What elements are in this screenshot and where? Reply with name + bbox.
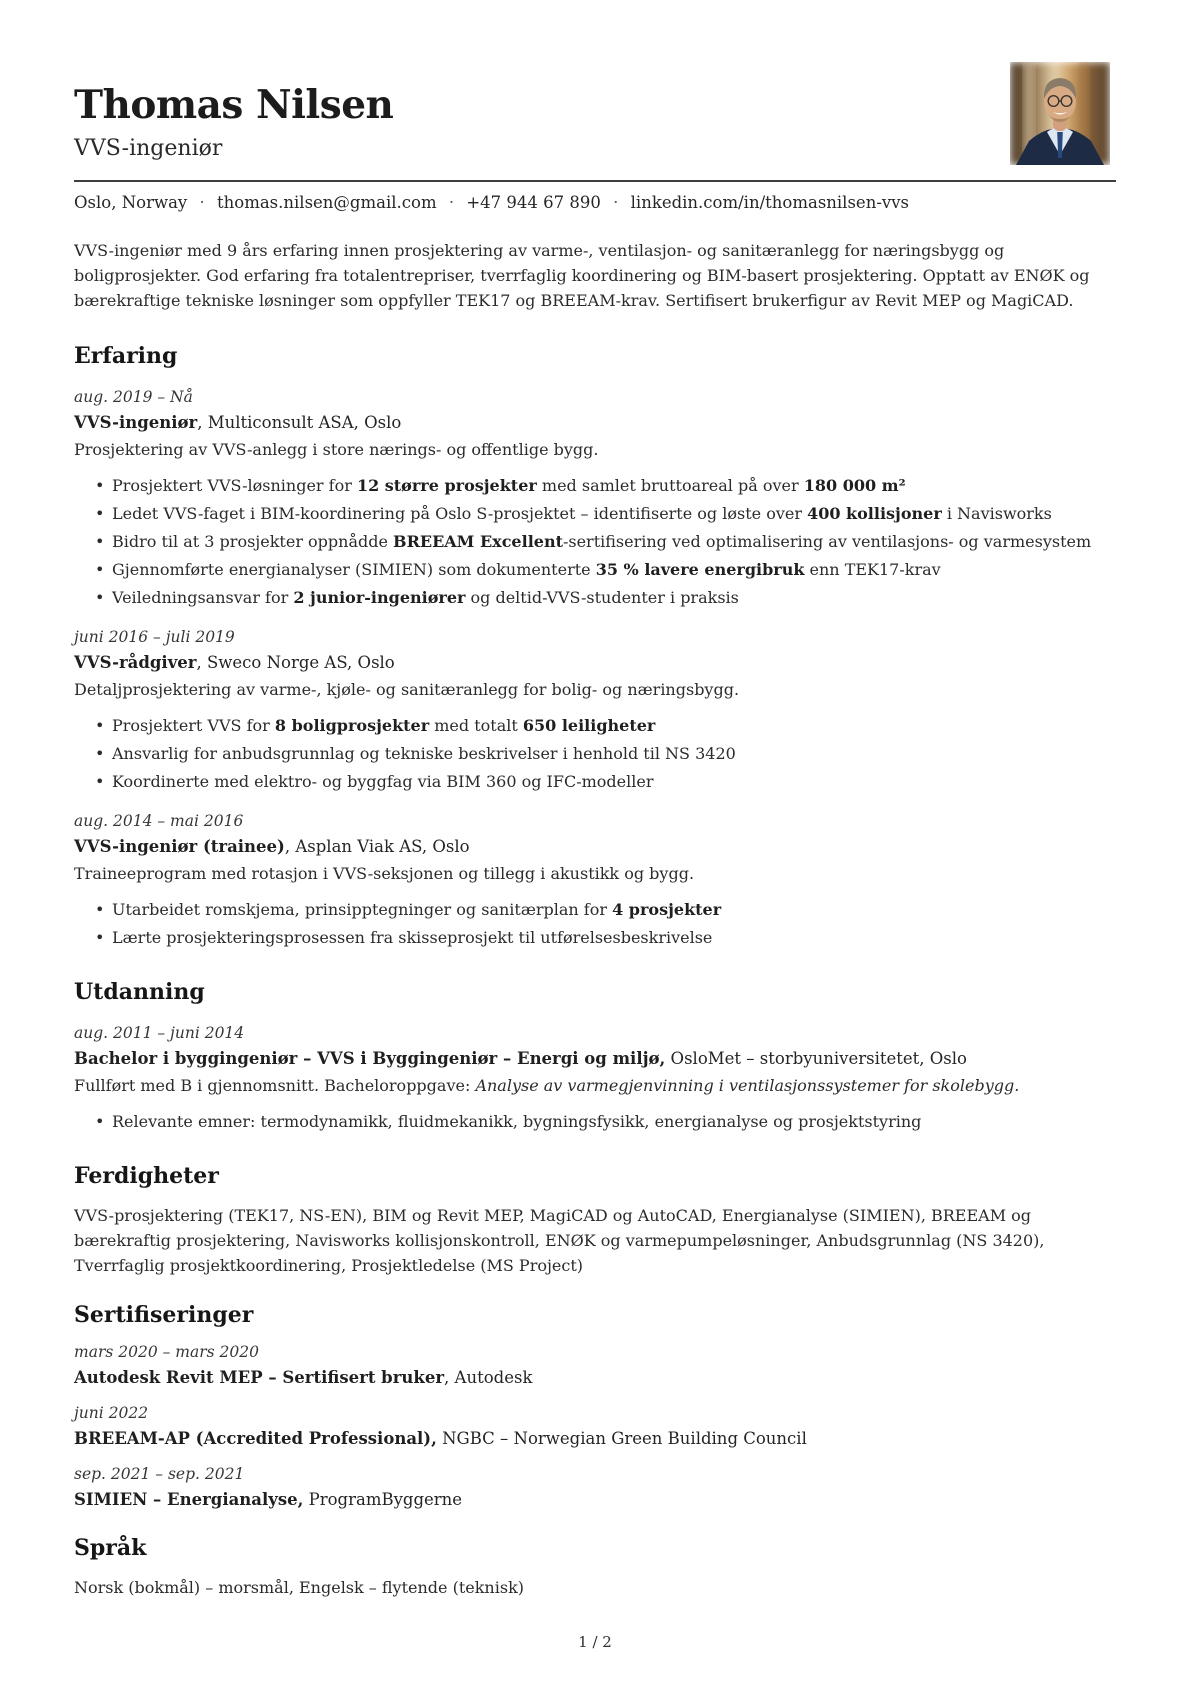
text-segment: enn TEK17-krav xyxy=(804,560,941,579)
text-segment: , Multiconsult ASA, Oslo xyxy=(197,413,402,432)
bullet-item xyxy=(112,559,1116,581)
text-segment: 180 000 m² xyxy=(803,476,906,495)
text-segment: med samlet bruttoareal på over xyxy=(536,476,804,495)
job-entry xyxy=(74,811,1116,949)
job-dates: juni 2016 – juli 2019 xyxy=(74,628,235,646)
job-dates: aug. 2019 – Nå xyxy=(74,388,193,406)
education-entry xyxy=(74,1023,1116,1133)
text-segment: i Navisworks xyxy=(941,504,1052,523)
bullet-item xyxy=(112,475,1116,497)
bullet-list xyxy=(74,899,1116,949)
certification-title xyxy=(74,1489,1116,1511)
job-title xyxy=(74,652,1116,674)
languages-paragraph: Norsk (bokmål) – morsmål, Engelsk – flytende (teknisk) xyxy=(74,1578,524,1597)
bullet-item xyxy=(112,771,1116,793)
text-segment: Bidro til at 3 prosjekter oppnådde xyxy=(112,532,394,551)
text-segment: Bachelor i byggingeniør – VVS i Byggingeniør – Energi og miljø, xyxy=(74,1049,666,1068)
text-segment: OsloMet – storbyuniversitetet, Oslo xyxy=(665,1049,967,1068)
job-description: Detaljprosjektering av varme-, kjøle- og sanitæranlegg for bolig- og næringsbygg. xyxy=(74,680,740,699)
text-segment: Fullført med B i gjennomsnitt. Bacheloroppgave: xyxy=(74,1076,476,1095)
bullet-list xyxy=(74,475,1116,609)
text-segment: NGBC – Norwegian Green Building Council xyxy=(436,1429,807,1448)
bullet-list xyxy=(74,1111,1116,1133)
text-segment: Autodesk Revit MEP – Sertifisert bruker xyxy=(74,1368,445,1387)
text-segment: Lærte prosjekteringsprosessen fra skisseprosjekt til utførelsesbeskrivelse xyxy=(112,928,713,947)
contact-email: thomas.nilsen@gmail.com xyxy=(217,193,437,212)
bullet-item xyxy=(112,531,1116,553)
text-segment: -sertifisering ved optimalisering av ventilasjons- og varmesystem xyxy=(562,532,1092,551)
skills-paragraph: VVS-prosjektering (TEK17, NS-EN), BIM og Revit MEP, MagiCAD og AutoCAD, Energianalyse (SIMIEN), BREEAM og bærekraftig prosjektering, Navisworks kollisjonskontroll, ENØK og varmepumpeløsninger, Anbudsgrunnlag (NS 3420), Tverrfaglig prosjektkoordinering, Prosjektledelse (MS Project) xyxy=(74,1206,1045,1275)
bullet-item xyxy=(112,899,1116,921)
section-certifications xyxy=(74,1302,1116,1511)
bullet-list xyxy=(74,715,1116,793)
text-segment: Ledet VVS-faget i BIM-koordinering på Oslo S-prosjektet – identifiserte og løste over xyxy=(112,504,808,523)
contact-phone: +47 944 67 890 xyxy=(466,193,601,212)
contact-location: Oslo, Norway xyxy=(74,193,188,212)
text-segment: Relevante emner: termodynamikk, fluidmekanikk, bygningsfysikk, energianalyse og prosjektstyring xyxy=(112,1112,922,1131)
job-entry xyxy=(74,387,1116,609)
text-segment: 4 prosjekter xyxy=(612,900,722,919)
text-segment: 400 kollisjoner xyxy=(807,504,942,523)
section-education xyxy=(74,979,1116,1133)
text-segment: med totalt xyxy=(429,716,523,735)
job-dates: aug. 2014 – mai 2016 xyxy=(74,812,244,830)
text-segment: Ansvarlig for anbudsgrunnlag og tekniske beskrivelser i henhold til NS 3420 xyxy=(112,744,736,763)
dot-separator: · xyxy=(448,193,455,212)
section-heading-skills: Ferdigheter xyxy=(74,1163,219,1189)
text-segment: 8 boligprosjekter xyxy=(274,716,430,735)
text-segment: Gjennomførte energianalyser (SIMIEN) som dokumenterte xyxy=(112,560,596,579)
text-segment: 2 junior-ingeniører xyxy=(293,588,466,607)
text-segment: Koordinerte med elektro- og byggfag via BIM 360 og IFC-modeller xyxy=(112,772,654,791)
text-segment: , Asplan Viak AS, Oslo xyxy=(284,837,470,856)
dot-separator: · xyxy=(613,193,619,212)
section-heading-certifications: Sertifiseringer xyxy=(74,1302,254,1328)
profile-photo xyxy=(1010,62,1110,165)
section-skills xyxy=(74,1163,1116,1278)
bullet-item xyxy=(112,1111,1116,1133)
header-divider xyxy=(74,180,1116,182)
job-entry xyxy=(74,627,1116,793)
bullet-item xyxy=(112,743,1116,765)
bullet-item xyxy=(112,927,1116,949)
section-languages xyxy=(74,1535,1116,1600)
certification-dates: mars 2020 – mars 2020 xyxy=(74,1343,259,1361)
text-segment: , Sweco Norge AS, Oslo xyxy=(196,653,395,672)
section-heading-experience: Erfaring xyxy=(74,343,178,369)
person-name: Thomas Nilsen xyxy=(74,82,394,128)
job-title xyxy=(74,836,1116,858)
text-segment: VVS-ingeniør (trainee) xyxy=(74,837,285,856)
text-segment: Prosjektert VVS-løsninger for xyxy=(112,476,357,495)
text-segment: Prosjektert VVS for xyxy=(112,716,275,735)
bullet-item xyxy=(112,715,1116,737)
text-segment: ProgramByggerne xyxy=(303,1490,463,1509)
page-footer xyxy=(0,1632,1190,1652)
job-title xyxy=(74,412,1116,434)
summary-paragraph: VVS-ingeniør med 9 års erfaring innen prosjektering av varme-, ventilasjon- og sanitæranlegg for næringsbygg og boligprosjekter. God erfaring fra totalentrepriser, tverrfaglig koordinering og BIM-basert prosjektering. Opptatt av ENØK og bærekraftige tekniske løsninger som oppfyller TEK17 og BREEAM-krav. Sertifisert brukerfigur av Revit MEP og MagiCAD. xyxy=(74,241,1090,310)
dot-separator: · xyxy=(199,193,205,212)
section-heading-languages: Språk xyxy=(74,1535,147,1561)
education-dates: aug. 2011 – juni 2014 xyxy=(74,1024,245,1042)
certification-entry xyxy=(74,1342,1116,1389)
text-segment: 650 leiligheter xyxy=(522,716,656,735)
job-description: Prosjektering av VVS-anlegg i store nærings- og offentlige bygg. xyxy=(74,440,599,459)
text-segment: , Autodesk xyxy=(444,1368,533,1387)
job-description: Traineeprogram med rotasjon i VVS-seksjonen og tillegg i akustikk og bygg. xyxy=(74,864,695,883)
text-segment: BREEAM-AP (Accredited Professional), xyxy=(74,1429,437,1448)
text-segment: Analyse av varmegjenvinning i ventilasjonssystemer for skolebygg. xyxy=(475,1076,1020,1095)
certification-entry xyxy=(74,1403,1116,1450)
certification-title xyxy=(74,1367,1116,1389)
bullet-item xyxy=(112,587,1116,609)
person-title: VVS-ingeniør xyxy=(74,136,223,161)
contact-linkedin: linkedin.com/in/thomasnilsen-vvs xyxy=(630,193,910,212)
page-number: 1 / 2 xyxy=(578,1633,612,1651)
section-heading-education: Utdanning xyxy=(74,979,205,1005)
text-segment: Utarbeidet romskjema, prinsipptegninger og sanitærplan for xyxy=(112,900,613,919)
text-segment: VVS-ingeniør xyxy=(74,413,198,432)
certification-entry xyxy=(74,1464,1116,1511)
section-experience xyxy=(74,343,1116,949)
contact-line xyxy=(74,192,1116,214)
certification-dates: sep. 2021 – sep. 2021 xyxy=(74,1465,245,1483)
education-title xyxy=(74,1048,1116,1070)
education-description xyxy=(74,1075,1116,1097)
text-segment: SIMIEN – Energianalyse, xyxy=(74,1490,304,1509)
text-segment: BREEAM Excellent xyxy=(393,532,563,551)
certification-title xyxy=(74,1428,1116,1450)
bullet-item xyxy=(112,503,1116,525)
text-segment: Veiledningsansvar for xyxy=(112,588,294,607)
profile-photo-image xyxy=(1010,62,1110,165)
text-segment: og deltid-VVS-studenter i praksis xyxy=(465,588,739,607)
text-segment: 35 % lavere energibruk xyxy=(595,560,805,579)
text-segment: 12 større prosjekter xyxy=(356,476,537,495)
certification-dates: juni 2022 xyxy=(74,1404,149,1422)
text-segment: VVS-rådgiver xyxy=(74,653,197,672)
